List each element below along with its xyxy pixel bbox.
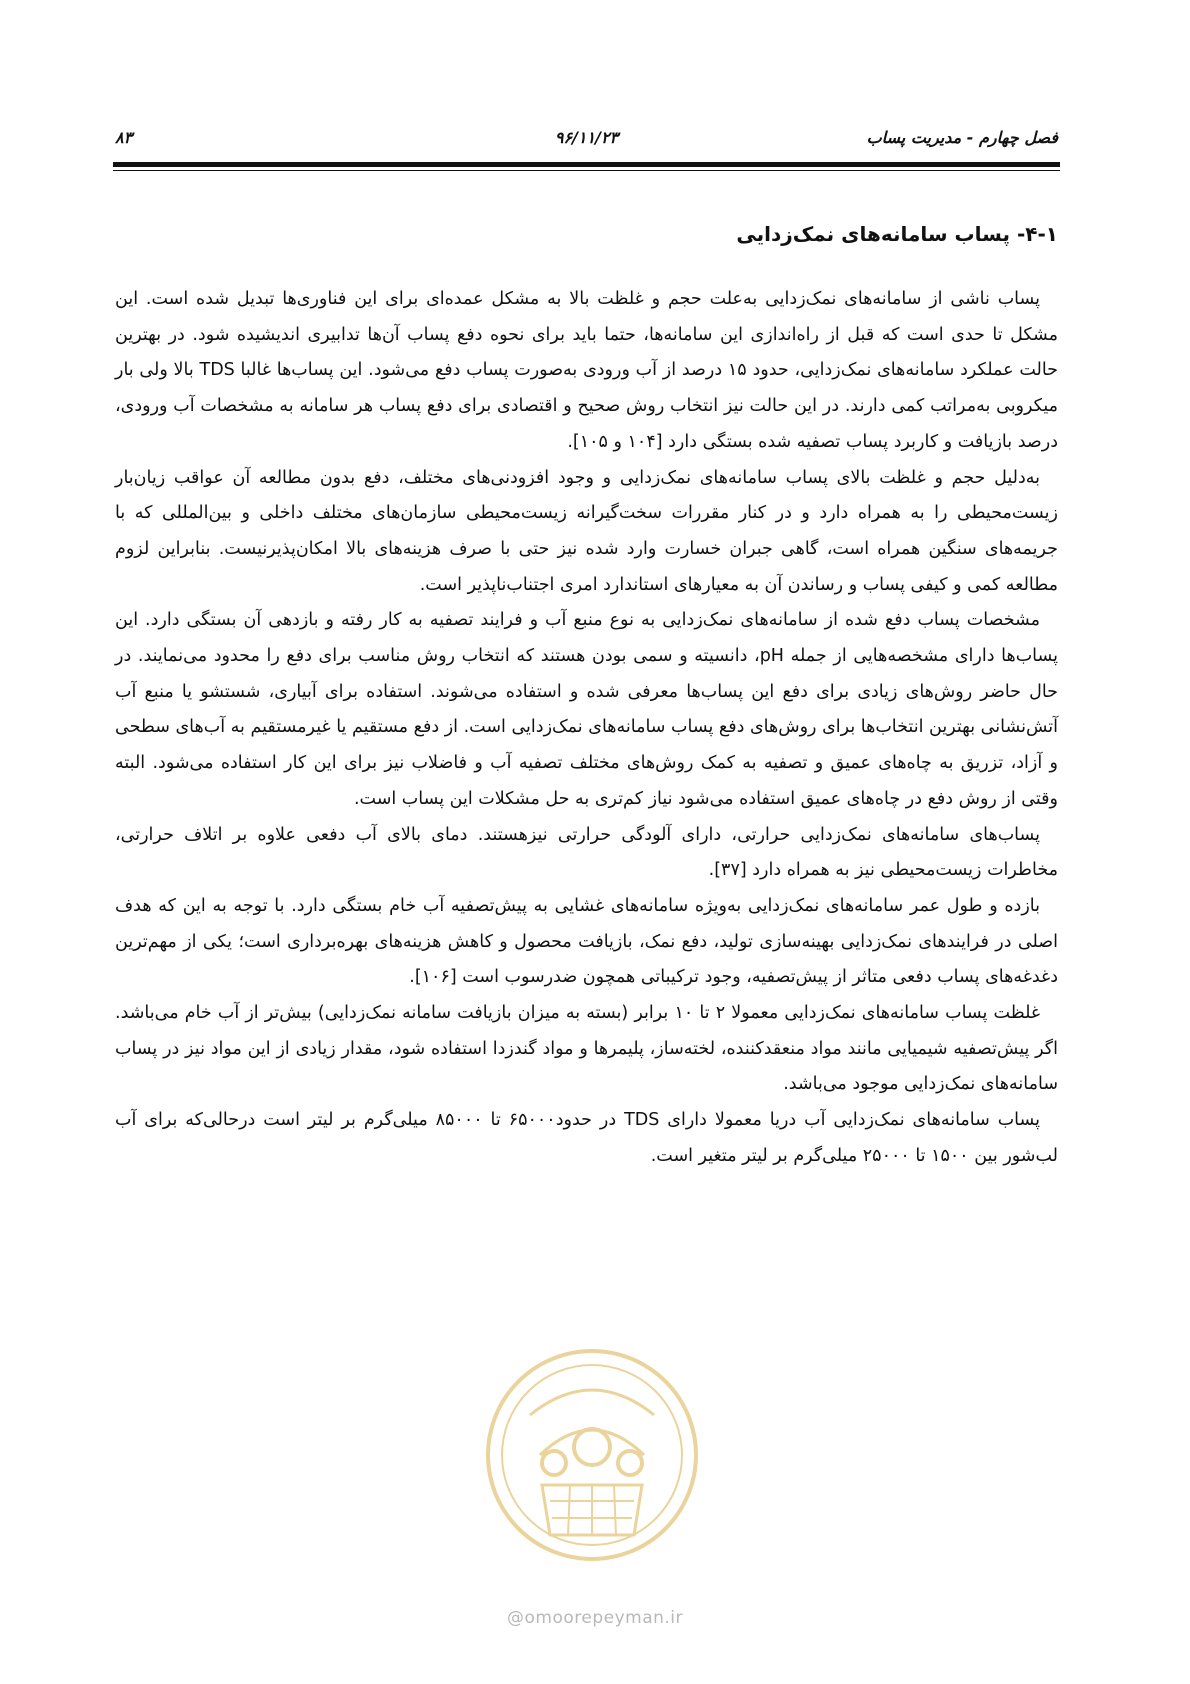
paragraph: پساب‌های سامانه‌های نمک‌زدایی حرارتی، دارای آلودگی حرارتی نیزهستند. دمای بالای آب دفعی علاوه بر اتلاف حرارتی، مخاطرات زیست‌محیطی نیز به همراه دارد [۳۷]. xyxy=(115,824,1058,881)
paragraph: پساب سامانه‌های نمک‌زدایی آب دریا معمولا دارای TDS در حدود۶۵۰۰۰ تا ۸۵۰۰۰ میلی‌گرم بر لیتر است درحالی‌که برای آب لب‌شور بین ۱۵۰۰ تا ۲۵۰۰۰ میلی‌گرم بر لیتر متغیر است. xyxy=(115,1110,1058,1166)
paragraph: غلظت پساب سامانه‌های نمک‌زدایی معمولا ۲ تا ۱۰ برابر (بسته به میزان بازیافت سامانه نمک‌زدایی) بیش‌تر از آب خام می‌باشد. اگر پیش‌تصفیه شیمیایی مانند مواد منعقدکننده، لخته‌ساز، پلیمرها و مواد گندزدا استفاده شود، مقدار زیادی از این مواد نیز در پساب سامانه‌های نمک‌زدایی موجود می‌باشد. xyxy=(115,1003,1058,1095)
paragraph: مشخصات پساب دفع شده از سامانه‌های نمک‌زدایی به نوع منبع آب و فرایند تصفیه به کار رفته و بازدهی آن بستگی دارد. این پساب‌ها دارای مشخصه‌هایی از جمله pH، دانسیته و سمی بودن هستند که انتخاب روش مناسب برای دفع را محدود می‌نمایند. در حال حاضر روش‌های زیادی برای دفع این پساب‌ها معرفی شده و استفاده می‌شوند. استفاده برای آبیاری، شستشو یا منبع آب آتش‌نشانی بهترین انتخاب‌ها برای روش‌های دفع پساب سامانه‌های نمک‌زدایی است. از دفع مستقیم یا غیرمستقیم به آب‌های سطحی و آزاد، تزریق به چاه‌های عمیق و تصفیه به کمک روش‌های مختلف تصفیه آب و فاضلاب نیز برای این کار استفاده می‌شود. البته وقتی از روش دفع در چاه‌های عمیق استفاده می‌شود نیاز کم‌تری به حل مشکلات این پساب است. xyxy=(115,610,1058,809)
section-title: ۴-۱- پساب سامانه‌های نمک‌زدایی xyxy=(736,222,1058,246)
paragraph: به‌دلیل حجم و غلظت بالای پساب سامانه‌های نمک‌زدایی و وجود افزودنی‌های مختلف، دفع بدون مطالعه آن عواقب زیان‌بار زیست‌محیطی را به همراه دارد و در کنار مقررات سخت‌گیرانه زیست‌محیطی سازمان‌های مختلف داخلی و بین‌المللی که با جریمه‌های سنگین همراه است، گاهی جبران خسارت وارد شده نیز حتی با صرف هزینه‌های بالا امکان‌پذیرنیست. بنابراین لزوم مطالعه کمی و کیفی پساب و رساندن آن به معیارهای استاندارد امری اجتناب‌ناپذیر است. xyxy=(115,467,1058,595)
header-date: ۹۶/۱۱/۲۳ xyxy=(554,128,619,147)
watermark-url: @omoorepeyman.ir xyxy=(506,1608,684,1628)
body-text xyxy=(115,282,1058,1175)
paragraph: پساب ناشی از سامانه‌های نمک‌زدایی به‌علت حجم و غلظت بالا به مشکل عمده‌ای برای این فناوری‌ها تبدیل شده است. این مشکل تا حدی است که قبل از راه‌اندازی این سامانه‌ها، حتما باید برای نحوه دفع پساب آن‌ها تدابیری اندیشیده شود. در بهترین حالت عملکرد سامانه‌های نمک‌زدایی، حدود ۱۵ درصد از آب ورودی به‌صورت پساب دفع می‌شود. این پساب‌ها غالبا TDS بالا ولی بار میکروبی به‌مراتب کمی دارند. در این حالت نیز انتخاب روش صحیح و اقتصادی برای دفع پساب هر سامانه به مشخصات آب ورودی، درصد بازیافت و کاربرد پساب تصفیه شده بستگی دارد [۱۰۴ و ۱۰۵]. xyxy=(115,289,1058,452)
header-rule-thick xyxy=(113,162,1060,167)
chapter-title: فصل چهارم - مدیریت پساب xyxy=(866,128,1058,147)
paragraph: بازده و طول عمر سامانه‌های نمک‌زدایی به‌ویژه سامانه‌های غشایی به پیش‌تصفیه آب خام بستگی دارد. با توجه به این که هدف اصلی در فرایندهای نمک‌زدایی بهینه‌سازی تولید، دفع نمک، بازیافت محصول و کاهش هزینه‌های بهره‌برداری است؛ یکی از مهم‌ترین دغدغه‌های پساب دفعی متاثر از پیش‌تصفیه، وجود ترکیباتی همچون ضدرسوب است [۱۰۶]. xyxy=(115,895,1058,988)
page-header xyxy=(115,128,1058,158)
watermark-seal-icon xyxy=(470,1335,715,1575)
page-number: ۸۳ xyxy=(115,128,133,147)
header-rule-thin xyxy=(113,170,1060,171)
